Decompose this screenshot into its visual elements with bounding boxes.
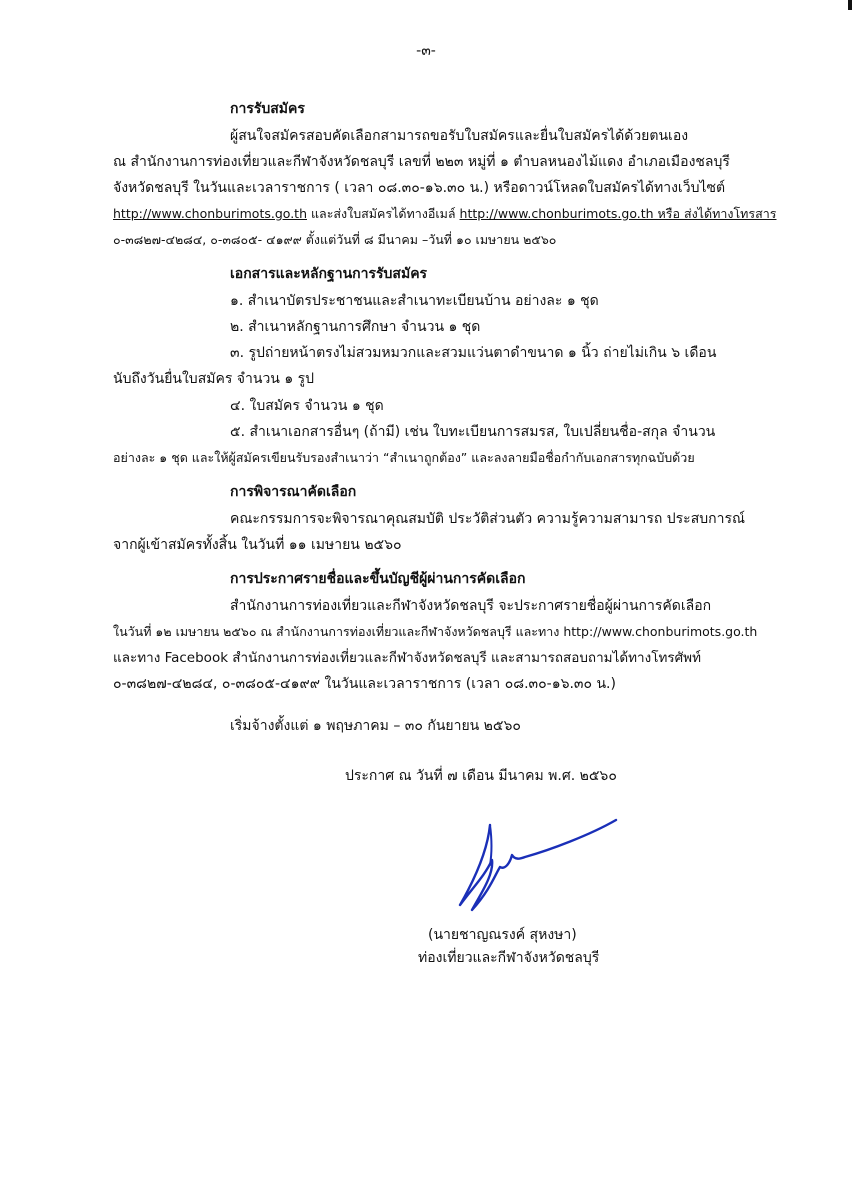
signatory-title: ท่องเที่ยวและกีฬาจังหวัดชลบุรี — [418, 950, 600, 966]
application-line-3: จังหวัดชลบุรี ในวันและเวลาราชการ ( เวลา ๐๘.๓๐-๑๖.๓๐ น.) หรือดาวน์โหลดใบสมัครได้ทางเว็บไซต์ — [113, 180, 726, 196]
section-heading-announcement: การประกาศรายชื่อและขึ้นบัญชีผู้ผ่านการคัดเลือก — [230, 571, 526, 587]
application-line-2: ณ สำนักงานการท่องเที่ยวและกีฬาจังหวัดชลบุรี เลขที่ ๒๒๓ หมู่ที่ ๑ ตำบลหนองไม้แดง อำเภอเมืองชลบุรี — [113, 154, 730, 170]
announcement-line-4: ๐-๓๘๒๗-๔๒๘๔, ๐-๓๘๐๕-๔๑๙๙ ในวันและเวลาราชการ (เวลา ๐๘.๓๐-๑๖.๓๐ น.) — [113, 676, 616, 692]
announcement-line-3: และทาง Facebook สำนักงานการท่องเที่ยวและกีฬาจังหวัดชลบุรี และสามารถสอบถามได้ทางโทรศัพท์ — [113, 650, 701, 666]
document-item-5-cont: อย่างละ ๑ ชุด และให้ผู้สมัครเขียนรับรองสำเนาว่า “สำเนาถูกต้อง” และลงลายมือชื่อกำกับเอกสารทุกฉบับด้วย — [113, 450, 695, 465]
section-heading-application: การรับสมัคร — [230, 101, 305, 117]
section-heading-documents: เอกสารและหลักฐานการรับสมัคร — [230, 266, 428, 282]
selection-line-1: คณะกรรมการจะพิจารณาคุณสมบัติ ประวัติส่วนตัว ความรู้ความสามารถ ประสบการณ์ — [230, 511, 745, 527]
page-number: -๓- — [416, 43, 436, 59]
document-item-5: ๕. สำเนาเอกสารอื่นๆ (ถ้ามี) เช่น ใบทะเบียนการสมรส, ใบเปลี่ยนชื่อ-สกุล จำนวน — [230, 424, 716, 440]
application-mid-text: และส่งใบสมัครได้ทางอีเมล์ — [307, 206, 460, 221]
employment-period: เริ่มจ้างตั้งแต่ ๑ พฤษภาคม – ๓๐ กันยายน ๒๕๖๐ — [230, 718, 521, 734]
document-item-2: ๒. สำเนาหลักฐานการศึกษา จำนวน ๑ ชุด — [230, 319, 481, 335]
document-item-3-cont: นับถึงวันยื่นใบสมัคร จำนวน ๑ รูป — [113, 371, 315, 387]
section-heading-selection: การพิจารณาคัดเลือก — [230, 484, 357, 500]
scan-edge-mark — [848, 0, 852, 10]
selection-line-2: จากผู้เข้าสมัครทั้งสิ้น ในวันที่ ๑๑ เมษายน ๒๕๖๐ — [113, 537, 402, 553]
application-line-5: ๐-๓๘๒๗-๔๒๘๔, ๐-๓๘๐๕- ๔๑๙๙ ตั้งแต่วันที่ ๘ มีนาคม –วันที่ ๑๐ เมษายน ๒๕๖๐ — [113, 232, 557, 247]
website-link[interactable]: http://www.chonburimots.go.th — [113, 206, 307, 221]
handwritten-signature — [450, 815, 630, 915]
document-item-3: ๓. รูปถ่ายหน้าตรงไม่สวมหมวกและสวมแว่นตาดำขนาด ๑ นิ้ว ถ่ายไม่เกิน ๖ เดือน — [230, 345, 717, 361]
document-item-4: ๔. ใบสมัคร จำนวน ๑ ชุด — [230, 398, 384, 414]
document-item-1: ๑. สำเนาบัตรประชาชนและสำเนาทะเบียนบ้าน อย่างละ ๑ ชุด — [230, 293, 599, 309]
announcement-date: ประกาศ ณ วันที่ ๗ เดือน มีนาคม พ.ศ. ๒๕๖๐ — [345, 768, 617, 784]
announcement-line-1: สำนักงานการท่องเที่ยวและกีฬาจังหวัดชลบุรี จะประกาศรายชื่อผู้ผ่านการคัดเลือก — [230, 598, 712, 614]
email-link[interactable]: http://www.chonburimots.go.th หรือ ส่งได้ทางโทรสาร — [459, 206, 777, 221]
signatory-name: (นายชาญณรงค์ สุหงษา) — [428, 927, 577, 943]
announcement-line-2: ในวันที่ ๑๒ เมษายน ๒๕๖๐ ณ สำนักงานการท่องเที่ยวและกีฬาจังหวัดชลบุรี และทาง http://www.chonburimots.go.th — [113, 624, 758, 639]
application-line-4 — [113, 205, 776, 223]
application-line-1: ผู้สนใจสมัครสอบคัดเลือกสามารถขอรับใบสมัครและยื่นใบสมัครได้ด้วยตนเอง — [230, 128, 689, 144]
